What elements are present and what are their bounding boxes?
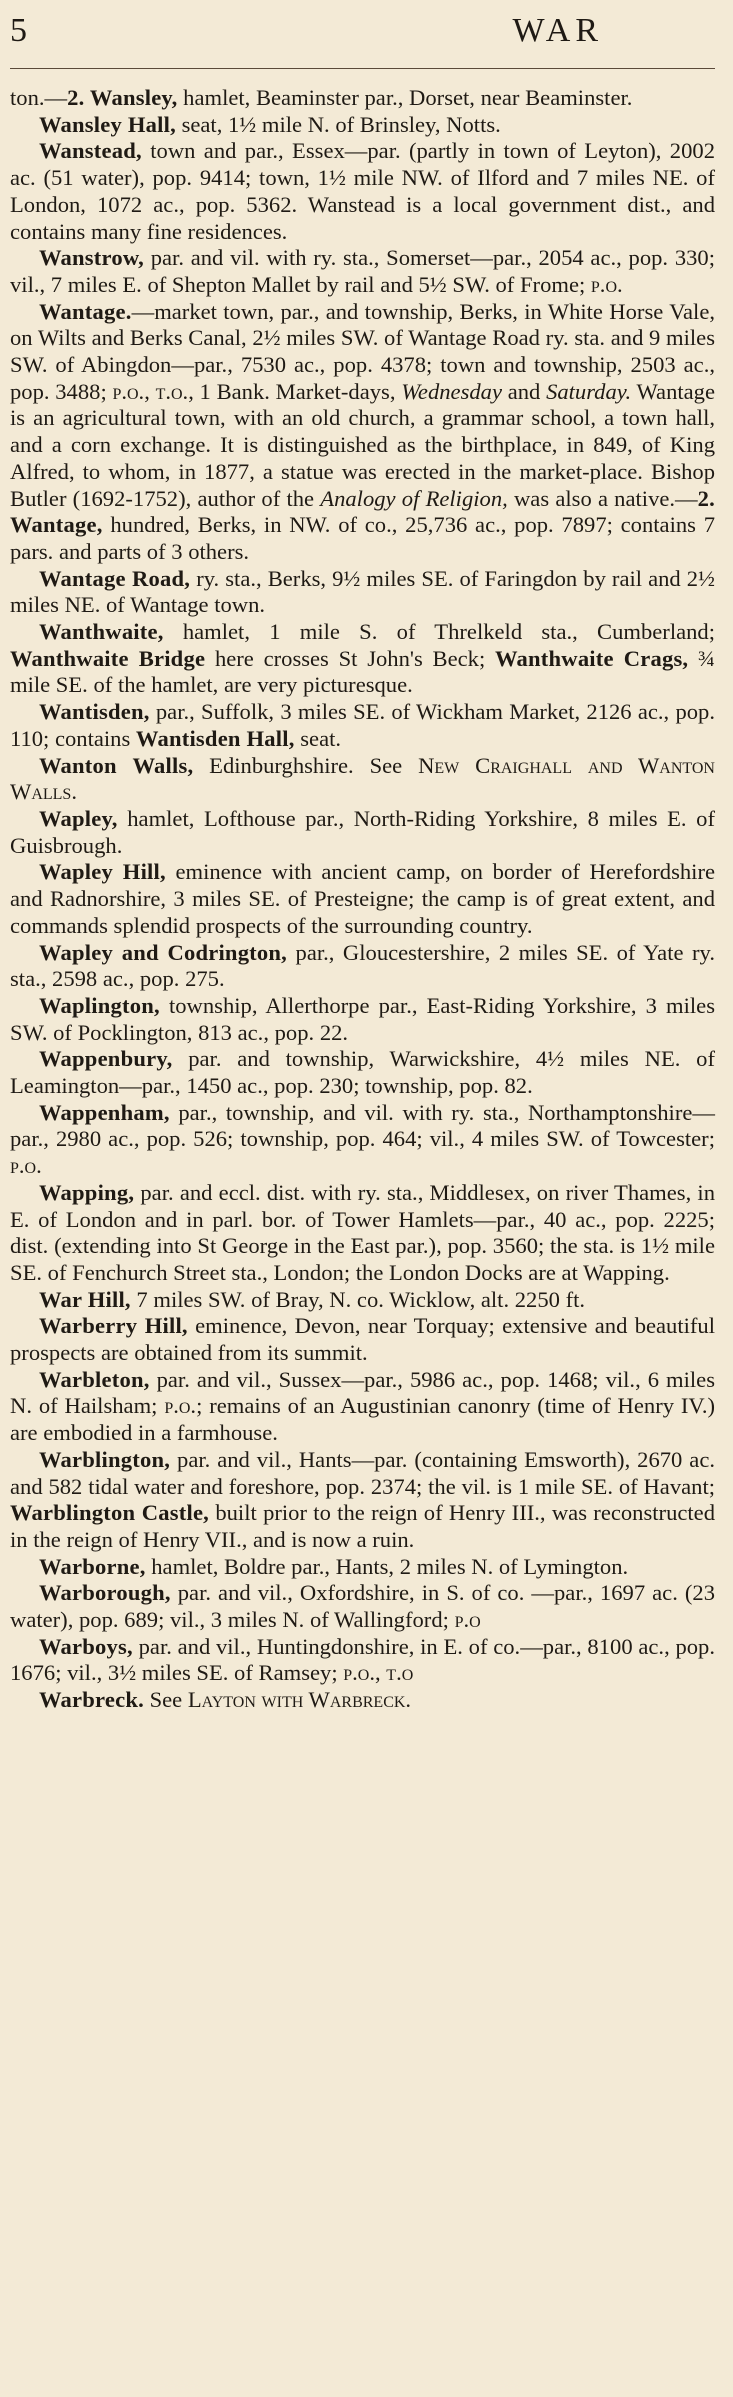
gazetteer-entry: Wantage.—market town, par., and township, Berks, in White Horse Vale, on Wilts and Berks Canal, 2½ miles SW. of Wantage Road ry. sta. and 9 miles SW. of Abingdon—par., 7530 ac., pop. 4378; town and township, 2503 ac., pop. 3488; p.o., t.o., 1 Bank. Market-days, Wednesday and Saturday. Wantage is an agricultural town, with an old church, a grammar school, a town hall, and a corn exchange. It is distinguished as the birthplace, in 849, of King Alfred, to whom, in 1877, a statue was erected in the market-place. Bishop Butler (1692-1752), author of the Analogy of Religion, was also a native.—2. Wantage, hundred, Berks, in NW. of co., 25,736 ac., pop. 7897; contains 7 pars. and parts of 3 others. <box>10 298 715 564</box>
page-number: 5 <box>10 12 27 49</box>
gazetteer-entry: Warberry Hill, eminence, Devon, near Torquay; extensive and beautiful prospects are obtained from its summit. <box>10 1313 716 1366</box>
page-header <box>10 0 715 69</box>
gazetteer-entry: Wantage Road, ry. sta., Berks, 9½ miles SE. of Faringdon by rail and 2½ miles NE. of Wantage town. <box>10 565 715 618</box>
running-head: WAR <box>512 12 603 49</box>
gazetteer-entry: Wanstrow, par. and vil. with ry. sta., Somerset—par., 2054 ac., pop. 330; vil., 7 miles E. of Shepton Mallet by rail and 5½ SW. of Frome; p.o. <box>10 245 715 297</box>
gazetteer-entry: Wappenbury, par. and township, Warwickshire, 4½ miles NE. of Leamington—par., 1450 ac., pop. 230; township, pop. 82. <box>10 1046 715 1099</box>
gazetteer-entry: Wanton Walls, Edinburghshire. See New Craighall and Wanton Walls. <box>10 752 715 805</box>
gazetteer-entry: War Hill, 7 miles SW. of Bray, N. co. Wicklow, alt. 2250 ft. <box>39 1286 586 1312</box>
gazetteer-entry: ton.—2. Wansley, hamlet, Beaminster par., Dorset, near Beaminster. <box>10 85 633 110</box>
gazetteer-entry: Warborough, par. and vil., Oxfordshire, in S. of co. —par., 1697 ac. (23 water), pop. 689; vil., 3 miles N. of Wallingford; p.o <box>10 1580 715 1633</box>
gazetteer-entry: Wanthwaite, hamlet, 1 mile S. of Threlkeld sta., Cumberland; Wanthwaite Bridge here crosses St John's Beck; Wanthwaite Crags, ¾ mile SE. of the hamlet, are very picturesque. <box>10 619 716 698</box>
gazetteer-entry: Wansley Hall, seat, 1½ mile N. of Brinsley, Notts. <box>39 111 501 137</box>
entry-list <box>10 85 715 1714</box>
gazetteer-entry: Wapley Hill, eminence with ancient camp, on border of Herefordshire and Radnorshire, 3 miles SE. of Presteigne; the camp is of great extent, and commands splendid prospects of the surrounding country. <box>10 859 716 938</box>
gazetteer-entry: Waplington, township, Allerthorpe par., East-Riding Yorkshire, 3 miles SW. of Pocklington, 813 ac., pop. 22. <box>10 992 715 1045</box>
gazetteer-entry: Warblington, par. and vil., Hants—par. (containing Emsworth), 2670 ac. and 582 tidal water and foreshore, pop. 2374; the vil. is 1 mile SE. of Havant; Warblington Castle, built prior to the reign of Henry III., was reconstructed in the reign of Henry VII., and is now a ruin. <box>10 1446 715 1552</box>
gazetteer-entry: Wapley, hamlet, Lofthouse par., North-Riding Yorkshire, 8 miles E. of Guisbrough. <box>10 805 715 858</box>
gazetteer-entry: Wantisden, par., Suffolk, 3 miles SE. of Wickham Market, 2126 ac., pop. 110; contains Wantisden Hall, seat. <box>10 699 715 751</box>
gazetteer-entry: Warbleton, par. and vil., Sussex—par., 5986 ac., pop. 1468; vil., 6 miles N. of Hailsham; p.o.; remains of an Augustinian canonry (time of Henry IV.) are embodied in a farmhouse. <box>10 1366 715 1446</box>
gazetteer-entry: Wanstead, town and par., Essex—par. (partly in town of Leyton), 2002 ac. (51 water), pop. 9414; town, 1½ mile NW. of Ilford and 7 miles NE. of London, 1072 ac., pop. 5362. Wanstead is a local government dist., and contains many fine residences. <box>10 138 715 244</box>
gazetteer-entry: Warborne, hamlet, Boldre par., Hants, 2 miles N. of Lymington. <box>39 1553 629 1579</box>
gazetteer-entry: Wapping, par. and eccl. dist. with ry. sta., Middlesex, on river Thames, in E. of London and in parl. bor. of Tower Hamlets—par., 40 ac., pop. 2225; dist. (extending into St George in the East par.), pop. 3560; the sta. is 1½ mile SE. of Fenchurch Street sta., London; the London Docks are at Wapping. <box>10 1179 715 1285</box>
gazetteer-entry: Warbreck. See Layton with Warbreck. <box>39 1687 412 1713</box>
gazetteer-entry: Wapley and Codrington, par., Gloucestershire, 2 miles SE. of Yate ry. sta., 2598 ac., pop. 275. <box>10 939 715 992</box>
gazetteer-entry: Warboys, par. and vil., Huntingdonshire, in E. of co.—par., 8100 ac., pop. 1676; vil., 3½ miles SE. of Ramsey; p.o., t.o <box>10 1633 715 1686</box>
gazetteer-entry: Wappenham, par., township, and vil. with ry. sta., Northamptonshire—par., 2980 ac., pop. 526; township, pop. 464; vil., 4 miles SW. of Towcester; p.o. <box>10 1099 715 1179</box>
